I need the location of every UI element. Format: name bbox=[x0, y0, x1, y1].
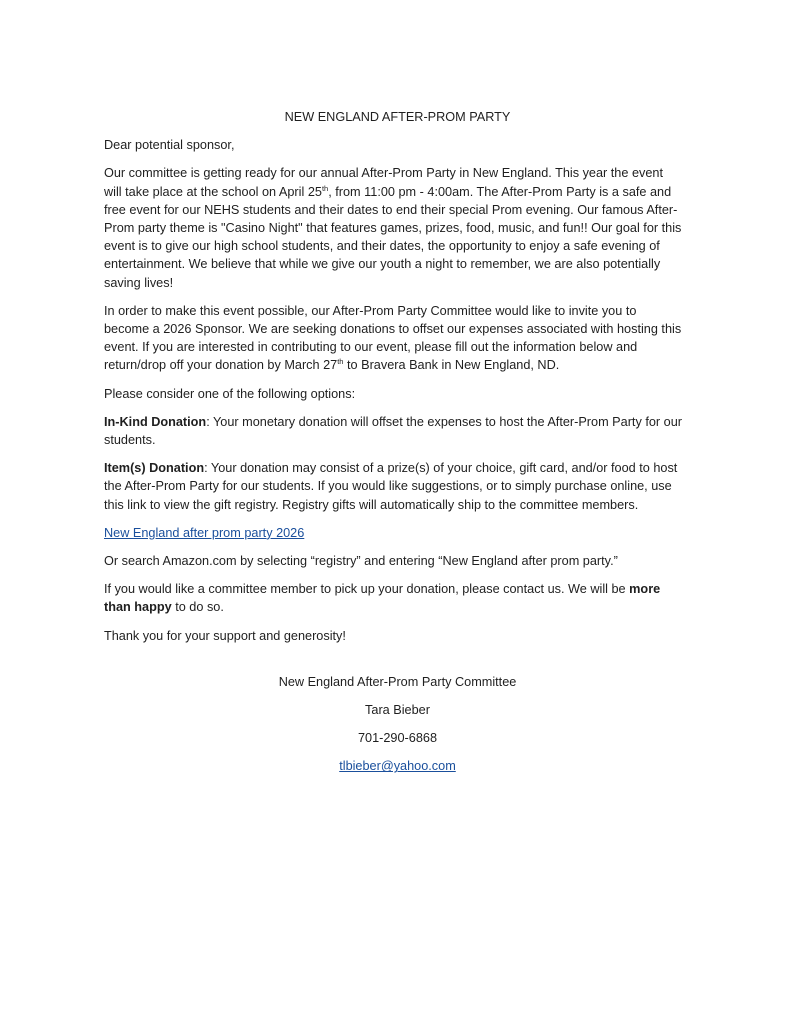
option-items-text: : Your donation may consist of a prize(s) of your choice, gift card, and/or food to host the After-Prom Party for our students. If you would like suggestions, or to simply purchase online, use this link to view the gift registry. Registry gifts will automatically ship to the committee members. bbox=[104, 461, 678, 512]
option-in-kind-text: : Your monetary donation will offset the expenses to host the After-Prom Party for our students. bbox=[104, 414, 682, 448]
option-in-kind bbox=[104, 413, 683, 449]
options-intro: Please consider one of the following options: bbox=[104, 386, 356, 401]
pickup-bold: more than happy bbox=[104, 582, 661, 615]
option-items bbox=[104, 459, 683, 514]
signature-phone: 701-290-6868 bbox=[357, 731, 437, 746]
registry-link-line bbox=[104, 524, 683, 542]
sponsor-text-a: In order to make this event possible, our After-Prom Party Committee would like to invite you to become a 2026 Sponsor. We are seeking donations to offset our expenses associated with hosting this event. If you are interested in contributing to our event, please fill out the information below and return/drop off your donation by March 27 bbox=[104, 303, 682, 373]
intro-text-a: Our committee is getting ready for our annual After-Prom Party in New England. This year the event will take place at the school on April 25 bbox=[104, 166, 663, 199]
pickup-paragraph bbox=[104, 580, 683, 616]
amazon-instructions: Or search Amazon.com by selecting “registry” and entering “New England after prom party.” bbox=[104, 554, 618, 569]
sponsor-paragraph bbox=[104, 302, 683, 375]
pickup-text-a: If you would like a committee member to pick up your donation, please contact us. We will be bbox=[104, 582, 630, 597]
sponsor-text-b: to Bravera Bank in New England, ND. bbox=[343, 358, 560, 373]
signature-block bbox=[104, 673, 683, 776]
letter-title: NEW ENGLAND AFTER-PROM PARTY bbox=[284, 110, 511, 124]
sponsor-date-suffix: th bbox=[337, 357, 344, 367]
signature-email-line bbox=[104, 757, 683, 775]
signature-committee: New England After-Prom Party Committee bbox=[278, 674, 517, 689]
intro-text-b: , from 11:00 pm - 4:00am. The After-Prom Party is a safe and free event for our NEHS students and their dates to end their special Prom evening. Our famous After-Prom party theme is "Casino Night" that features games, prizes, food, music, and fun!! Our goal for this event is to give our high school students, and their dates, the opportunity to enjoy a safe evening of entertainment. We believe that while we give our youth a night to remember, we are also potentially saving lives! bbox=[104, 184, 682, 290]
intro-date-suffix: th bbox=[321, 183, 329, 193]
signature-name: Tara Bieber bbox=[365, 703, 430, 718]
registry-link[interactable]: New England after prom party 2026 bbox=[104, 525, 305, 540]
pickup-text-b: to do so. bbox=[171, 600, 224, 615]
option-in-kind-label: In-Kind Donation bbox=[104, 414, 207, 429]
intro-paragraph bbox=[104, 164, 683, 291]
thanks-line: Thank you for your support and generosity! bbox=[104, 628, 346, 643]
greeting: Dear potential sponsor, bbox=[104, 138, 235, 153]
signature-email-link[interactable]: tlbieber@yahoo.com bbox=[339, 759, 456, 774]
option-items-label: Item(s) Donation bbox=[104, 461, 205, 476]
